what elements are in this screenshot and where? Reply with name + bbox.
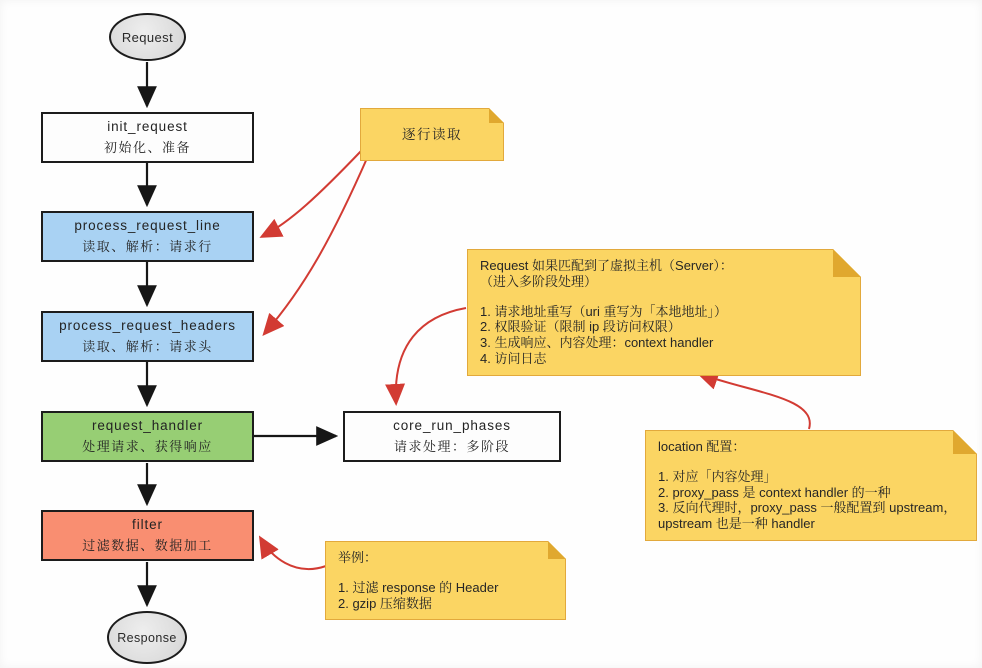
note-vhost-heading2: （进入多阶段处理）: [480, 273, 598, 289]
note-fold-icon: [833, 249, 861, 277]
node-process-request-headers-name: process_request_headers: [59, 318, 236, 333]
node-process-request-headers: [41, 311, 254, 362]
note-example: [325, 541, 566, 620]
node-init-request-name: init_request: [107, 119, 188, 134]
note-location-heading: location 配置：: [658, 439, 746, 454]
note-fold-icon: [953, 430, 977, 454]
note-gap: [338, 566, 553, 580]
node-request-handler: [41, 411, 254, 462]
node-core-run-phases-name: core_run_phases: [393, 418, 511, 433]
red-arrow-note-to-request-headers: [265, 156, 368, 333]
red-arrow-note-to-request-line: [263, 150, 362, 236]
node-request: [109, 13, 186, 61]
red-arrow-location-note-to-vhost-note: [700, 374, 810, 429]
node-process-request-line: [41, 211, 254, 262]
note-line-by-line-text: 逐行读取: [402, 126, 462, 142]
node-init-request-desc: 初始化、准备: [103, 140, 191, 155]
node-filter: [41, 510, 254, 561]
node-request-label: Request: [121, 29, 174, 45]
node-request-handler-desc: 处理请求、获得响应: [82, 439, 213, 454]
node-filter-name: filter: [132, 517, 163, 532]
node-process-request-headers-desc: 读取、解析：请求头: [82, 339, 213, 354]
note-gap: [658, 455, 964, 469]
note-vhost-item4: 4. 访问日志: [480, 350, 547, 366]
note-fold-icon: [548, 541, 566, 559]
note-location-config: [645, 430, 977, 541]
note-location-item3: 3. 反向代理时，proxy_pass 一般配置到 upstream，upstream 也是一种 handler: [658, 500, 957, 532]
node-process-request-line-name: process_request_line: [74, 218, 221, 233]
note-example-heading: 举例：: [338, 550, 378, 565]
note-location-item2: 2. proxy_pass 是 context handler 的一种: [658, 484, 891, 500]
note-vhost-match: [467, 249, 861, 376]
note-example-item2: 2. gzip 压缩数据: [338, 595, 432, 611]
note-vhost-item1: 1. 请求地址重写（uri 重写为「本地地址」）: [480, 303, 728, 319]
node-response: [107, 611, 187, 664]
note-location-item1: 1. 对应「内容处理」: [658, 468, 777, 484]
note-vhost-item3: 3. 生成响应、内容处理：context handler: [480, 335, 714, 351]
node-core-run-phases-desc: 请求处理：多阶段: [393, 439, 510, 454]
red-arrow-example-note-to-filter: [261, 539, 326, 569]
note-vhost-heading1: Request 如果匹配到了虚拟主机（Server）：: [480, 258, 733, 273]
node-core-run-phases: [343, 411, 561, 462]
node-filter-desc: 过滤数据、数据加工: [82, 538, 213, 553]
note-gap: [480, 290, 848, 304]
note-line-by-line: [360, 108, 504, 161]
node-request-handler-name: request_handler: [91, 418, 204, 433]
note-fold-icon: [489, 108, 504, 123]
node-response-label: Response: [117, 630, 177, 645]
red-arrow-vhost-note-to-core: [396, 308, 466, 402]
note-example-item1: 1. 过滤 response 的 Header: [338, 579, 499, 595]
node-init-request: [41, 112, 254, 163]
note-vhost-item2: 2. 权限验证（限制 ip 段访问权限）: [480, 319, 681, 335]
node-process-request-line-desc: 读取、解析：请求行: [82, 239, 213, 254]
